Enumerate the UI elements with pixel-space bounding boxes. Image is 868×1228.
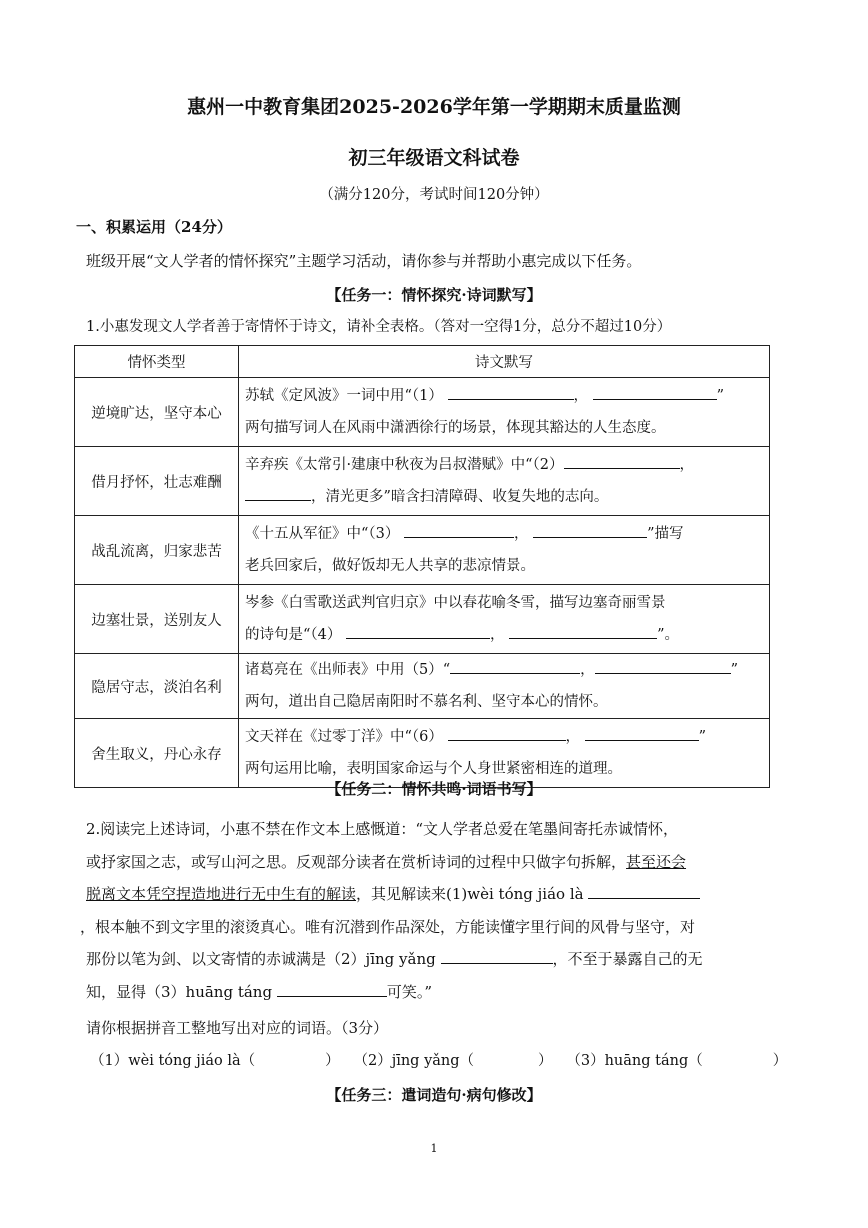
- table-row: [75, 447, 770, 516]
- q2-text: 或抒家国之志，或写山河之思。反观部分读者在赏析诗词的过程中只做字句拆解，: [86, 852, 627, 871]
- table-header-type: 情怀类型: [75, 346, 239, 378]
- row-text: 的诗句是“（4）: [245, 627, 342, 643]
- question-2: [80, 813, 786, 1008]
- row-text: ，: [580, 662, 595, 678]
- row-text: ”: [698, 729, 707, 745]
- answer-blank[interactable]: [346, 623, 490, 639]
- exam-subtitle: 初三年级语文科试卷: [348, 147, 520, 169]
- answer-blank[interactable]: [588, 883, 700, 899]
- answer-blank[interactable]: [277, 981, 387, 997]
- answer-blank[interactable]: [448, 384, 574, 400]
- row-text: ，: [679, 457, 694, 473]
- q2-answer-row: [90, 1050, 792, 1072]
- answer-label: （1）wèi tóng jiáo là（: [90, 1053, 256, 1069]
- section-intro: 班级开展“文人学者的情怀探究”主题学习活动，请你参与并帮助小惠完成以下任务。: [86, 252, 642, 270]
- row-type: 逆境旷达，坚守本心: [75, 378, 239, 447]
- table-row: [75, 654, 770, 719]
- task3-heading: 【任务三：遣词造句·病句修改】: [326, 1086, 542, 1104]
- q2-text: 2.阅读完上述诗词，小惠不禁在作文本上感慨道：“文人学者总爱在笔墨间寄托赤诚情怀，: [86, 820, 678, 838]
- q2-instruction: 请你根据拼音工整地写出对应的词语。（3分）: [86, 1019, 389, 1037]
- answer-blank[interactable]: [245, 485, 311, 501]
- row-type: 舍生取义，丹心永存: [75, 719, 239, 788]
- row-text: 苏轼《定风波》一词中用“（1）: [245, 388, 443, 404]
- answer-blank[interactable]: [595, 658, 731, 674]
- row-content: [239, 516, 770, 585]
- row-text: ”: [716, 388, 725, 404]
- answer-blank[interactable]: [593, 384, 717, 400]
- table-row: [75, 516, 770, 585]
- q2-text: 可笑。”: [386, 982, 433, 1001]
- exam-note: （满分120分，考试时间120分钟）: [319, 187, 549, 203]
- row-type: 隐居守志，淡泊名利: [75, 654, 239, 719]
- row-text: 《十五从军征》中“（3）: [245, 526, 400, 542]
- row-text: ”。: [657, 627, 680, 643]
- answer-label: ）: [772, 1053, 788, 1069]
- row-content: [239, 585, 770, 654]
- row-text: 两句描写词人在风雨中潇洒徐行的场景，体现其豁达的人生态度。: [245, 420, 666, 436]
- row-type: 边塞壮景，送别友人: [75, 585, 239, 654]
- answer-label: ）: [325, 1053, 340, 1069]
- row-content: [239, 654, 770, 719]
- answer-label: （2）jīng yǎng（: [353, 1053, 475, 1069]
- row-text: ，: [573, 388, 588, 404]
- answer-blank[interactable]: [448, 725, 566, 741]
- answer-blank[interactable]: [450, 658, 580, 674]
- row-type: 借月抒怀，壮志难酬: [75, 447, 239, 516]
- q2-text: 那份以笔为剑、以文寄情的赤诚满是（2）jīng yǎng: [86, 950, 436, 968]
- q2-text: 知，显得（3）huāng táng: [86, 982, 273, 1001]
- answer-blank[interactable]: [509, 623, 657, 639]
- row-text: 诸葛亮在《出师表》中用（5）“: [245, 662, 451, 678]
- answer-label: （3）huāng táng（: [566, 1053, 703, 1069]
- row-content: [239, 447, 770, 516]
- exam-title: 惠州一中教育集团2025-2026学年第一学期期末质量监测: [187, 96, 681, 118]
- q2-text: ，其见解读来(1)wèi tóng jiáo là: [356, 885, 584, 903]
- q2-underlined: 甚至还会: [626, 852, 687, 871]
- answer-blank[interactable]: [404, 522, 514, 538]
- row-text: ，清光更多”暗含扫清障碍、收复失地的志向。: [311, 489, 609, 505]
- table-header-content: 诗文默写: [239, 346, 770, 378]
- row-text: 两句，道出自己隐居南阳时不慕名利、坚守本心的情怀。: [245, 694, 608, 710]
- row-text: ，: [514, 526, 529, 542]
- answer-blank[interactable]: [564, 453, 680, 469]
- q2-underlined: 脱离文本凭空捏造地进行无中生有的解读: [86, 885, 357, 903]
- table-row: [75, 585, 770, 654]
- row-text: 辛弃疾《太常引·建康中秋夜为吕叔潜赋》中“（2）: [245, 457, 564, 473]
- answer-blank[interactable]: [533, 522, 647, 538]
- row-text: ，: [565, 729, 580, 745]
- answer-label: ）: [538, 1053, 553, 1069]
- row-type: 战乱流离，归家悲苦: [75, 516, 239, 585]
- table-row: [75, 378, 770, 447]
- q2-text: ，不至于暴露自己的无: [552, 950, 703, 968]
- row-text: 岑参《白雪歌送武判官归京》中以春花喻冬雪，描写边塞奇丽雪景: [245, 595, 666, 611]
- row-content: [239, 378, 770, 447]
- q2-text: ，根本触不到文字里的滚烫真心。唯有沉潜到作品深处，方能读懂字里行间的风骨与坚守，对: [80, 917, 696, 936]
- section-heading: 一、积累运用（24分）: [76, 218, 232, 236]
- page-number: 1: [430, 1142, 438, 1155]
- row-text: 老兵回家后，做好饭却无人共享的悲凉情景。: [245, 558, 535, 574]
- row-text: 两句运用比喻，表明国家命运与个人身世紧密相连的道理。: [245, 761, 622, 777]
- question-1: 1.小惠发现文人学者善于寄情怀于诗文，请补全表格。（答对一空得1分，总分不超过10分）: [86, 319, 672, 335]
- task2-heading: 【任务二：情怀共鸣·词语书写】: [326, 780, 542, 798]
- answer-blank[interactable]: [585, 725, 699, 741]
- task1-heading: 【任务一：情怀探究·诗词默写】: [326, 286, 542, 304]
- answer-blank[interactable]: [441, 948, 553, 964]
- row-text: 文天祥在《过零丁洋》中“（6）: [245, 729, 443, 745]
- poetry-table: [74, 345, 770, 788]
- row-text: ”: [730, 662, 739, 678]
- row-text: ”描写: [647, 526, 684, 542]
- row-text: ，: [490, 627, 505, 643]
